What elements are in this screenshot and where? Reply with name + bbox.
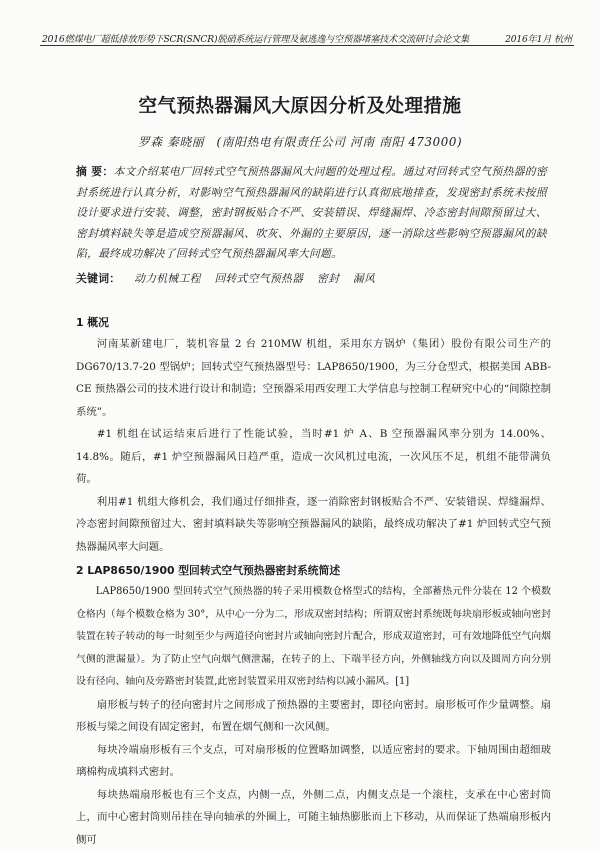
- section-1-heading: 1 概况: [76, 312, 551, 333]
- section-2-paragraph: 每块冷端扇形板有三个支点，可对扇形板的位置略加调整，以适应密封的要求。下轴周围由超细玻璃棉构成填料式密封。: [76, 739, 551, 784]
- keywords: [76, 271, 556, 286]
- section-1-paragraph: 利用#1 机组大修机会，我们通过仔细排查，逐一消除密封钢板贴合不严、安装错误、焊缝漏焊、冷态密封间隙预留过大、密封填料缺失等影响空预器漏风的缺陷，最终成功解决了#1 炉回转式空气预热器漏风率大问题。: [76, 491, 551, 559]
- author-names: 罗森 秦晓丽: [138, 135, 204, 149]
- author-affiliation: (南阳热电有限责任公司 河南 南阳 473000): [217, 135, 463, 149]
- keyword-item: 动力机械工程: [134, 272, 201, 285]
- section-1-paragraph: 河南某新建电厂，装机容量 2 台 210MW 机组，采用东方锅炉（集团）股份有限公司生产的DG670/13.7-20 型锅炉；回转式空气预热器型号：LAP8650/1900，为三分仓型式，根据美国 ABB-CE 预热器公司的技术进行设计和制造；空预器采用西安理工大学信息与控制工程研究中心的“间隙控制系统”。: [76, 333, 551, 423]
- paper-title: 空气预热器漏风大原因分析及处理措施: [0, 92, 600, 118]
- section-2-paragraph: LAP8650/1900 型回转式空气预热器的转子采用模数仓格型式的结构，全部蓄热元件分装在 12 个模数仓格内（每个模数仓格为 30°，从中心一分为二，形成双密封结构；所谓双密封系统既每块扇形板或轴向密封装置在转子转动的每一时刻至少与两道径向密封片或轴向密封片配合，形成双道密封，可有效地降低空气向烟气侧的泄漏量）。为了防止空气向烟气侧泄漏，在转子的上、下端半径方向，外侧轴线方向以及圆周方向分别设有径向、轴向及旁路密封装置,此密封装置采用双密封结构以减小漏风。[1]: [76, 581, 551, 694]
- keyword-item: 回转式空气预热器: [214, 272, 303, 285]
- section-2-paragraph: 每块热端扇形板也有三个支点，内侧一点，外侧二点，内侧支点是一个滚柱，支承在中心密封筒上，而中心密封筒则吊挂在导向轴承的外圈上，可随主轴热膨胀而上下移动，从而保证了热端扇形板内侧可: [76, 784, 551, 851]
- authors-line: [0, 133, 600, 150]
- section-1-paragraph: #1 机组在试运结束后进行了性能试验，当时#1 炉 A、B 空预器漏风率分别为 14.00%、14.8%。随后，#1 炉空预器漏风日趋严重，造成一次风机过电流，一次风压不足，机组不能带满负荷。: [76, 423, 551, 491]
- abstract-label: 摘 要：: [76, 165, 113, 178]
- running-header: [42, 31, 572, 45]
- body-text: [76, 312, 551, 851]
- header-date: 2016年1月 杭州: [505, 31, 572, 45]
- section-2-paragraph: 扇形板与转子的径向密封片之间形成了预热器的主要密封，即径向密封。扇形板可作少量调整。扇形板与梁之间设有固定密封，布置在烟气侧和一次风侧。: [76, 694, 551, 739]
- conference-name: 2016燃煤电厂超低排放形势下SCR(SNCR)脱硝系统运行管理及氨逃逸与空预器堵塞技术交流研讨会论文集: [42, 34, 469, 45]
- abstract: [76, 162, 547, 265]
- section-2-heading: 2 LAP8650/1900 型回转式空气预热器密封系统简述: [76, 560, 551, 581]
- keywords-label: 关键词：: [76, 272, 120, 285]
- keyword-item: 密封: [317, 272, 339, 285]
- header-rule: [40, 45, 574, 46]
- abstract-text: 本文介绍某电厂回转式空气预热器漏风大问题的处理过程。通过对回转式空气预热器的密封系统进行认真分析，对影响空气预热器漏风的缺陷进行认真彻底地排查，发现密封系统未按照设计要求进行安装、调整，密封钢板贴合不严、安装错误、焊缝漏焊、冷态密封间隙预留过大、密封填料缺失等是造成空预器漏风、吹灰、外漏的主要原因，逐一消除这些影响空预器漏风的缺陷，最终成功解决了回转式空气预热器漏风率大问题。: [76, 165, 547, 260]
- keyword-item: 漏风: [353, 272, 375, 285]
